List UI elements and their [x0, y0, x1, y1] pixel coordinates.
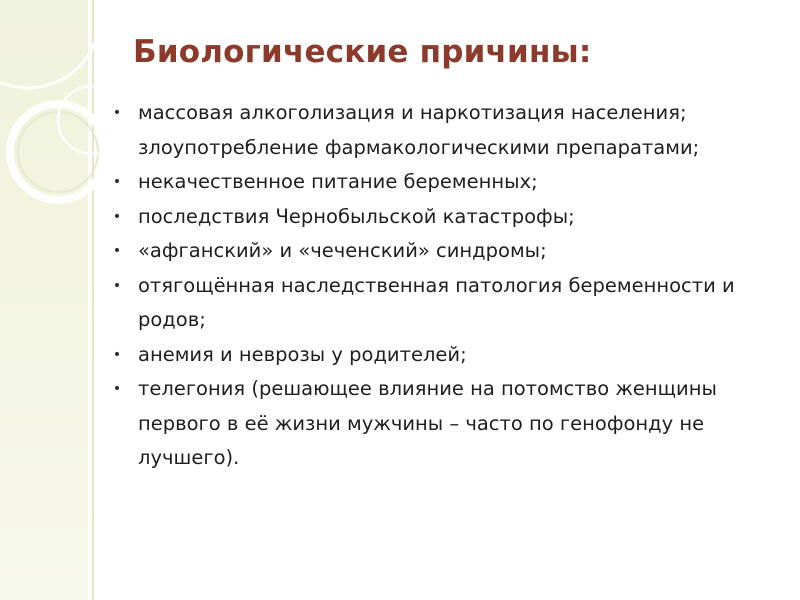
- slide-title: Биологические причины:: [133, 34, 592, 70]
- bullet-item: [110, 165, 780, 200]
- bullet-item: [110, 200, 780, 235]
- bullet-dot-icon: •: [112, 174, 122, 190]
- bullet-text: «афганский» и «чеченский» синдромы;: [138, 239, 547, 262]
- bullet-dot-icon: •: [112, 346, 122, 363]
- bullet-dot-icon: •: [112, 243, 122, 259]
- bullet-text: последствия Чернобыльской катастрофы;: [138, 204, 575, 228]
- bullet-dot-icon: •: [112, 208, 122, 225]
- bullet-text: анемия и неврозы у родителей;: [138, 342, 467, 366]
- bullet-text: массовая алкоголизация и наркотизация населения; злоупотребление фармакологическими препаратами;: [138, 101, 700, 159]
- decorative-rings: [0, 0, 120, 240]
- bullet-dot-icon: •: [112, 105, 122, 121]
- bullet-dot-icon: •: [112, 277, 122, 294]
- bullet-item: [110, 372, 780, 476]
- bullet-item: [110, 269, 780, 338]
- bullet-dot-icon: •: [112, 381, 122, 397]
- bullet-item: [110, 96, 780, 165]
- bullet-text: телегония (решающее влияние на потомство женщины первого в её жизни мужчины – часто по генофонду не лучшего).: [138, 377, 717, 469]
- bullet-list: [110, 96, 780, 476]
- bullet-text: отягощённая наследственная патология беременности и родов;: [138, 273, 735, 331]
- bullet-item: [110, 234, 780, 269]
- bullet-item: [110, 338, 780, 373]
- decor-ring-large: [0, 0, 100, 88]
- bullet-text: некачественное питание беременных;: [138, 170, 538, 193]
